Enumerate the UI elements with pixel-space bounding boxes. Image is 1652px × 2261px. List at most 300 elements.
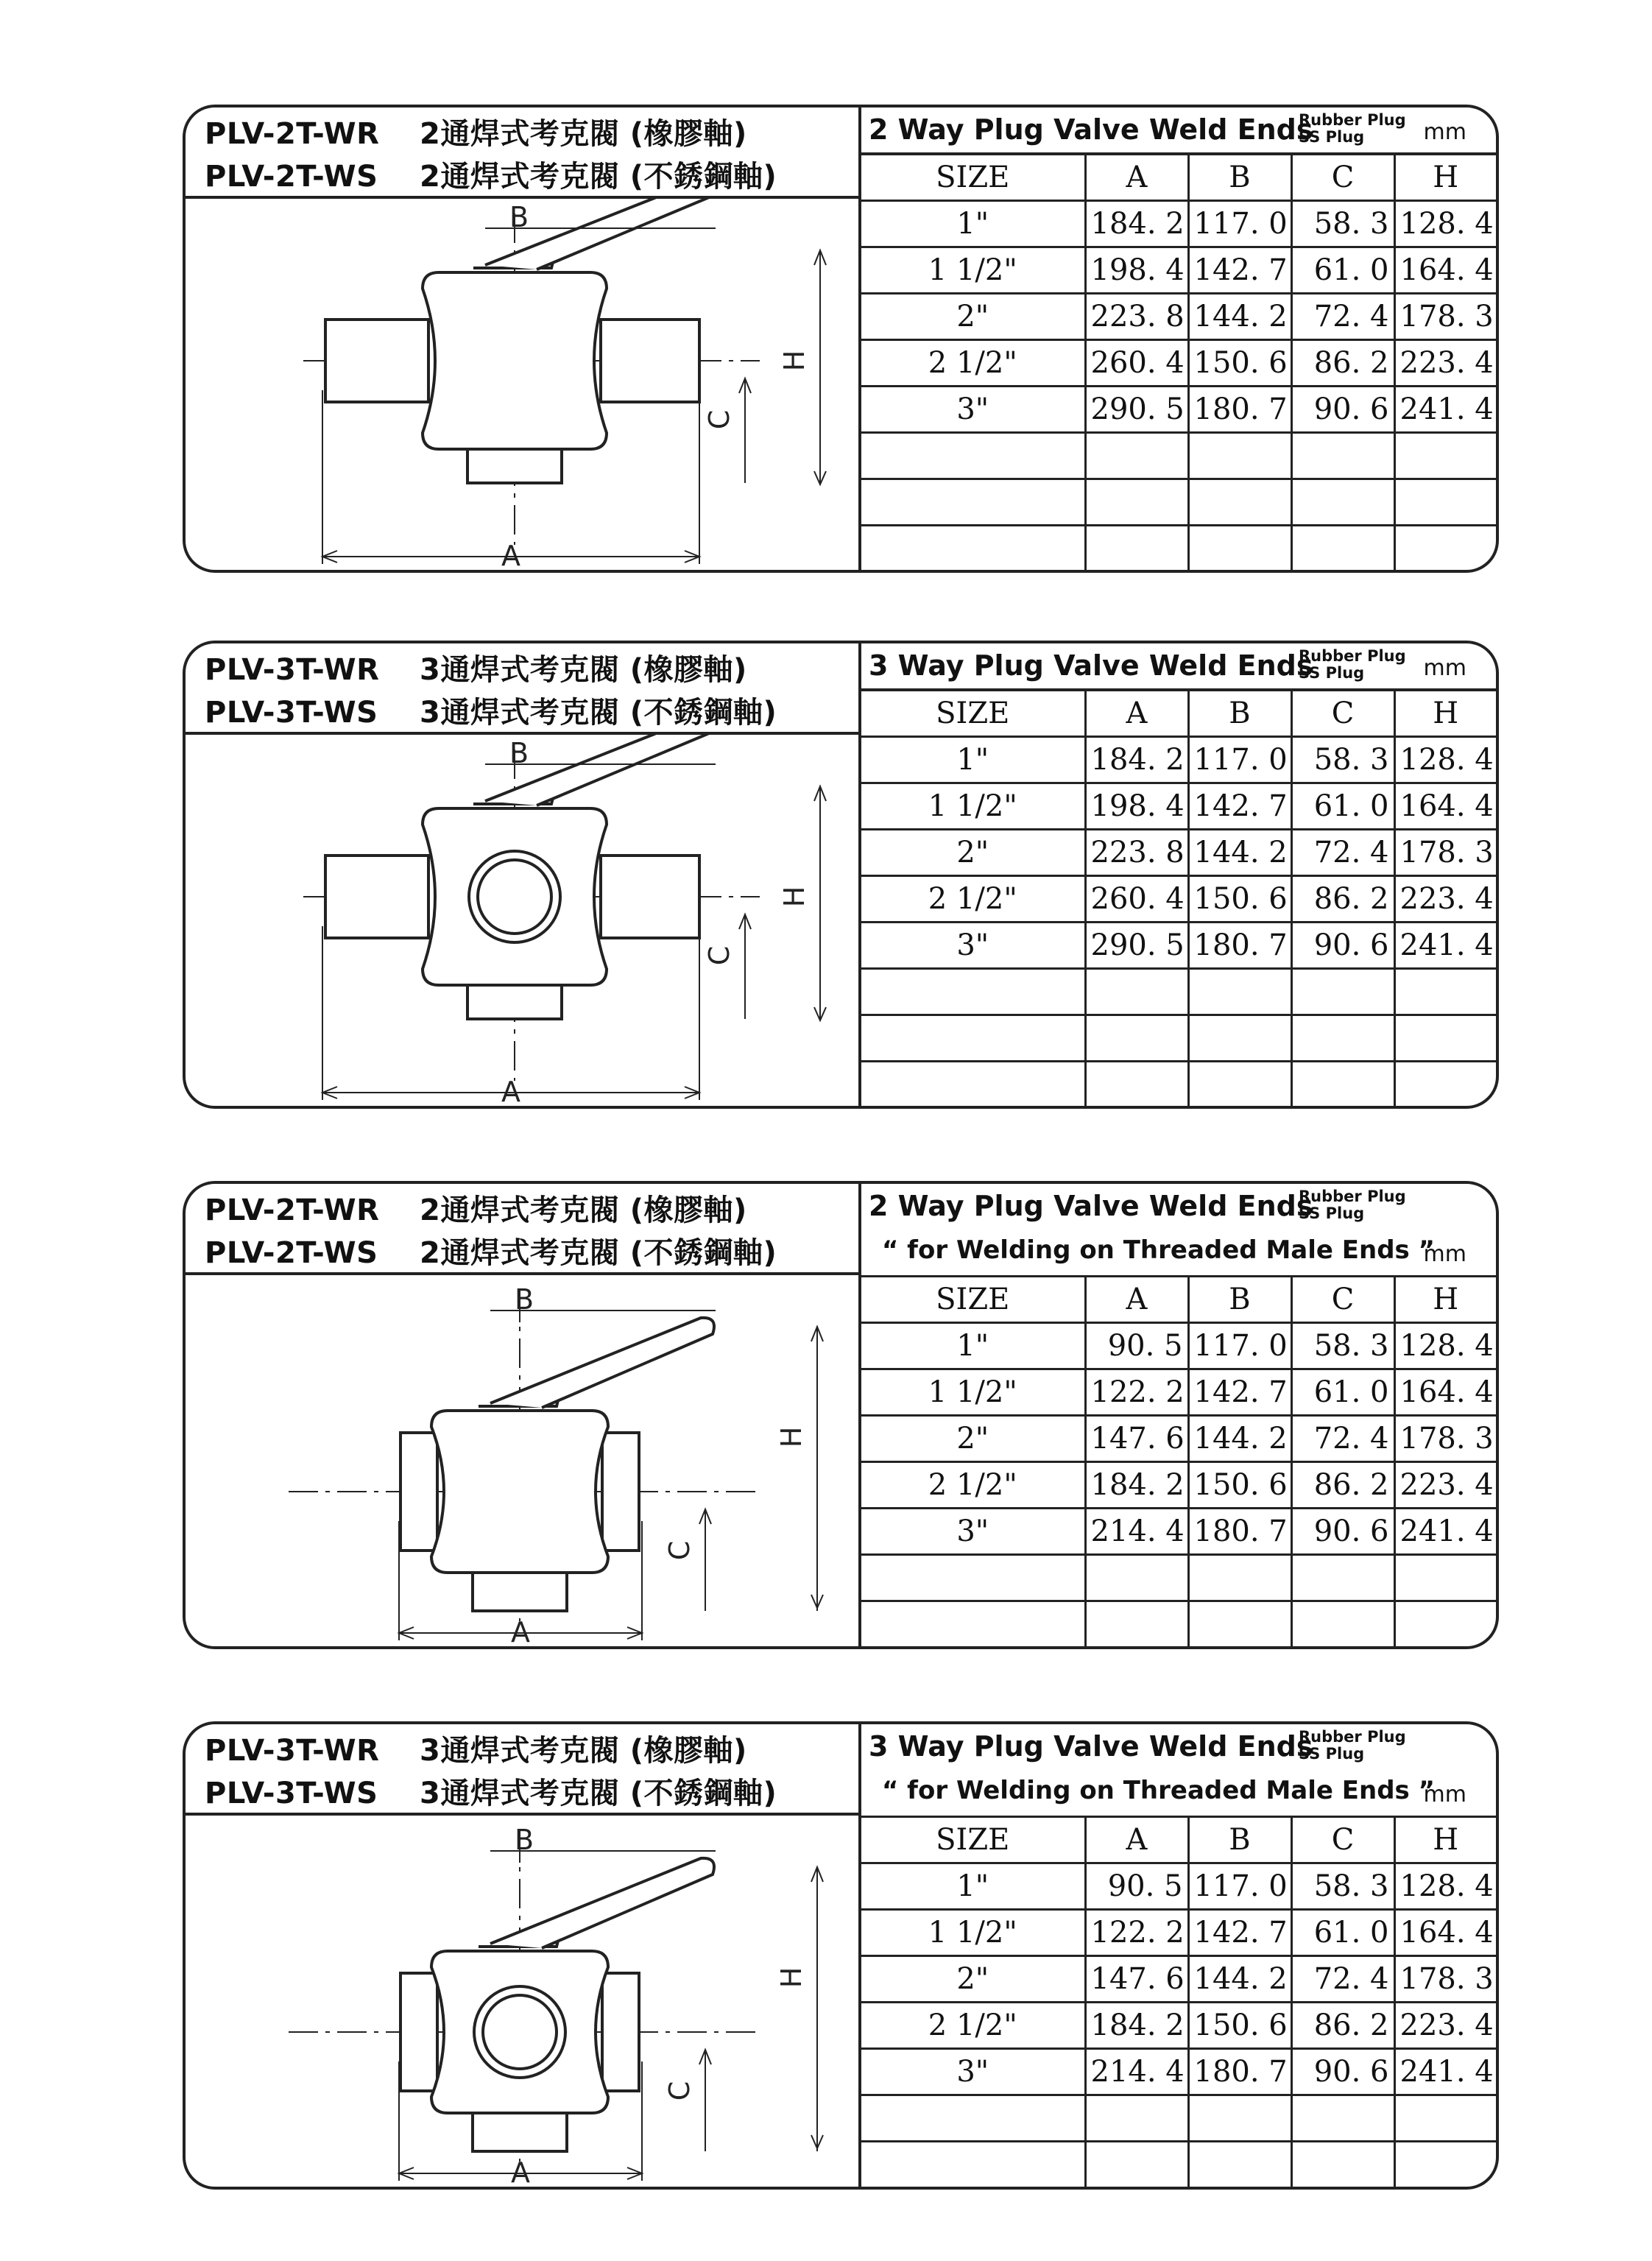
value-cell (1085, 2095, 1188, 2142)
value-cell (1085, 969, 1188, 1015)
value-cell: 223. 4 (1394, 1462, 1496, 1509)
size-cell: 1" (861, 1323, 1085, 1369)
table-header-row (861, 1817, 1496, 1863)
value-cell: 180. 7 (1188, 387, 1291, 433)
table-row (861, 783, 1496, 830)
table-header-row (861, 155, 1496, 201)
value-cell: 90. 6 (1291, 923, 1394, 969)
table-row (861, 433, 1496, 479)
value-cell (1394, 526, 1496, 572)
column-header: B (1188, 1817, 1291, 1863)
size-cell: 2 1/2" (861, 1462, 1085, 1509)
right-weld-end (601, 856, 699, 938)
value-cell (1394, 1601, 1496, 1648)
value-cell (1085, 479, 1188, 526)
value-cell: 90. 6 (1291, 387, 1394, 433)
unit-label: mm (1423, 1782, 1466, 1807)
model-line-2 (205, 689, 777, 731)
table-row (861, 1555, 1496, 1601)
value-cell: 178. 3 (1394, 1416, 1496, 1462)
value-cell: 61. 0 (1291, 247, 1394, 294)
size-cell: 3" (861, 387, 1085, 433)
size-cell: 2" (861, 830, 1085, 876)
left-threaded-end (400, 1433, 437, 1551)
size-cell (861, 2142, 1085, 2188)
spec-title: 2 Way Plug Valve Weld Ends (869, 1190, 1313, 1222)
size-cell (861, 1555, 1085, 1601)
model-header (186, 1724, 861, 1816)
value-cell: 164. 4 (1394, 247, 1496, 294)
model-code: PLV-3T-WR (205, 653, 380, 687)
size-cell: 3" (861, 1509, 1085, 1555)
drawing-area (186, 735, 861, 1109)
dimension-table (861, 689, 1496, 1108)
size-cell (861, 526, 1085, 572)
value-cell (1394, 1015, 1496, 1062)
value-cell (1188, 526, 1291, 572)
model-name: 3通焊式考克閥 (橡膠軸) (420, 1734, 747, 1768)
value-cell: 72. 4 (1291, 294, 1394, 340)
value-cell (1188, 1062, 1291, 1108)
dim-label-a: A (511, 1616, 530, 1648)
dim-label-a: A (501, 1076, 520, 1108)
value-cell (1291, 2142, 1394, 2188)
model-line-1 (205, 1187, 747, 1229)
size-cell: 1" (861, 737, 1085, 783)
value-cell: 90. 5 (1085, 1863, 1188, 1910)
value-cell: 290. 5 (1085, 387, 1188, 433)
dim-label-h: H (778, 886, 811, 908)
value-cell: 164. 4 (1394, 783, 1496, 830)
value-cell (1394, 1062, 1496, 1108)
model-code: PLV-2T-WS (205, 1236, 378, 1270)
value-cell: 144. 2 (1188, 1956, 1291, 2003)
table-row (861, 876, 1496, 923)
dim-label-h: H (775, 1426, 808, 1448)
value-cell (1394, 1555, 1496, 1601)
model-line-2 (205, 1770, 777, 1812)
spec-header (861, 643, 1496, 691)
model-code: PLV-3T-WS (205, 1777, 378, 1810)
table-row (861, 2049, 1496, 2095)
spec-header (861, 1724, 1496, 1816)
table-row (861, 1416, 1496, 1462)
value-cell: 58. 3 (1291, 1863, 1394, 1910)
value-cell: 223. 4 (1394, 2003, 1496, 2049)
table-row (861, 294, 1496, 340)
spec-title: 2 Way Plug Valve Weld Ends (869, 113, 1313, 146)
column-header: SIZE (861, 1277, 1085, 1323)
value-cell: 61. 0 (1291, 1369, 1394, 1416)
valve-drawing (289, 1830, 823, 2181)
spec-header (861, 107, 1496, 155)
value-cell (1291, 969, 1394, 1015)
model-line-1 (205, 646, 747, 688)
model-name: 2通焊式考克閥 (不銹鋼軸) (420, 160, 777, 194)
unit-label: mm (1423, 119, 1466, 145)
unit-label: mm (1423, 655, 1466, 681)
valve-diagram (186, 1275, 858, 1649)
value-cell (1085, 526, 1188, 572)
size-cell (861, 2095, 1085, 2142)
valve-drawing (303, 199, 826, 564)
column-header: A (1085, 691, 1188, 737)
size-cell (861, 1062, 1085, 1108)
table-row (861, 1369, 1496, 1416)
value-cell: 117. 0 (1188, 737, 1291, 783)
value-cell: 72. 4 (1291, 1956, 1394, 2003)
value-cell: 150. 6 (1188, 340, 1291, 387)
value-cell: 90. 6 (1291, 2049, 1394, 2095)
valve-body (431, 1411, 608, 1573)
value-cell (1085, 1015, 1188, 1062)
value-cell: 260. 4 (1085, 876, 1188, 923)
value-cell: 150. 6 (1188, 1462, 1291, 1509)
value-cell: 214. 4 (1085, 2049, 1188, 2095)
right-weld-end (601, 320, 699, 402)
size-cell: 3" (861, 923, 1085, 969)
spec-subtitle: “ for Welding on Threaded Male Ends ” (882, 1776, 1435, 1805)
value-cell: 90. 6 (1291, 1509, 1394, 1555)
dim-label-b: B (509, 201, 529, 233)
value-cell: 178. 3 (1394, 830, 1496, 876)
value-cell: 184. 2 (1085, 201, 1188, 247)
value-cell: 144. 2 (1188, 1416, 1291, 1462)
value-cell (1291, 1601, 1394, 1648)
table-row (861, 737, 1496, 783)
value-cell: 180. 7 (1188, 2049, 1291, 2095)
value-cell: 223. 4 (1394, 340, 1496, 387)
table-row (861, 1015, 1496, 1062)
value-cell: 72. 4 (1291, 830, 1394, 876)
drawing-area (186, 199, 861, 573)
value-cell: 147. 6 (1085, 1416, 1188, 1462)
column-header: SIZE (861, 155, 1085, 201)
dim-label-c: C (703, 945, 735, 966)
value-cell (1291, 2095, 1394, 2142)
dim-label-c: C (703, 409, 735, 430)
value-cell: 223. 8 (1085, 830, 1188, 876)
left-weld-end (325, 856, 428, 938)
model-name: 2通焊式考克閥 (不銹鋼軸) (420, 1236, 777, 1270)
table-row (861, 247, 1496, 294)
spec-title: 3 Way Plug Valve Weld Ends (869, 1730, 1313, 1763)
column-header: H (1394, 1817, 1496, 1863)
value-cell: 178. 3 (1394, 1956, 1496, 2003)
value-cell (1085, 1601, 1188, 1648)
value-cell: 128. 4 (1394, 1863, 1496, 1910)
table-row (861, 1509, 1496, 1555)
size-cell (861, 433, 1085, 479)
spec-title: 3 Way Plug Valve Weld Ends (869, 649, 1313, 682)
model-code: PLV-2T-WR (205, 117, 380, 151)
column-header: C (1291, 155, 1394, 201)
size-cell: 2 1/2" (861, 340, 1085, 387)
model-code: PLV-2T-WR (205, 1193, 380, 1227)
value-cell: 117. 0 (1188, 1323, 1291, 1369)
model-line-1 (205, 1727, 747, 1769)
column-header: A (1085, 1817, 1188, 1863)
size-cell (861, 1015, 1085, 1062)
valve-drawing (303, 735, 826, 1100)
drawing-area (186, 1816, 861, 2190)
value-cell: 117. 0 (1188, 1863, 1291, 1910)
table-row (861, 1601, 1496, 1648)
value-cell: 142. 7 (1188, 1369, 1291, 1416)
spec-subtitle: “ for Welding on Threaded Male Ends ” (882, 1235, 1435, 1265)
value-cell: 86. 2 (1291, 340, 1394, 387)
value-cell: 198. 4 (1085, 247, 1188, 294)
value-cell (1188, 2095, 1291, 2142)
dim-label-h: H (775, 1967, 808, 1989)
model-header (186, 643, 861, 735)
bottom-cap (467, 449, 562, 483)
table-row (861, 2003, 1496, 2049)
column-header: H (1394, 155, 1496, 201)
value-cell (1188, 479, 1291, 526)
column-header: C (1291, 1277, 1394, 1323)
value-cell (1188, 1601, 1291, 1648)
size-cell: 1 1/2" (861, 1369, 1085, 1416)
value-cell (1188, 969, 1291, 1015)
valve-handle (490, 1318, 714, 1408)
value-cell: 178. 3 (1394, 294, 1496, 340)
size-cell: 2 1/2" (861, 2003, 1085, 2049)
table-row (861, 1956, 1496, 2003)
value-cell: 58. 3 (1291, 201, 1394, 247)
model-code: PLV-2T-WS (205, 160, 378, 194)
table-row (861, 1462, 1496, 1509)
value-cell (1291, 1062, 1394, 1108)
value-cell: 150. 6 (1188, 2003, 1291, 2049)
dimension-table (861, 153, 1496, 572)
plug-ss: SS Plug (1299, 1745, 1365, 1763)
value-cell (1188, 1555, 1291, 1601)
table-row (861, 479, 1496, 526)
value-cell: 241. 4 (1394, 387, 1496, 433)
value-cell: 58. 3 (1291, 737, 1394, 783)
value-cell (1291, 1015, 1394, 1062)
size-cell: 2 1/2" (861, 876, 1085, 923)
plug-rubber: Rubber Plug (1299, 1188, 1406, 1205)
value-cell: 128. 4 (1394, 737, 1496, 783)
value-cell (1085, 2142, 1188, 2188)
value-cell: 180. 7 (1188, 1509, 1291, 1555)
value-cell: 214. 4 (1085, 1509, 1188, 1555)
table-row (861, 1323, 1496, 1369)
valve-body (423, 272, 607, 449)
model-header (186, 107, 861, 199)
model-name: 3通焊式考克閥 (不銹鋼軸) (420, 696, 777, 730)
table-row (861, 1863, 1496, 1910)
value-cell: 184. 2 (1085, 737, 1188, 783)
value-cell: 150. 6 (1188, 876, 1291, 923)
drawing-area (186, 1275, 861, 1649)
value-cell: 90. 5 (1085, 1323, 1188, 1369)
column-header: B (1188, 1277, 1291, 1323)
size-cell: 1 1/2" (861, 247, 1085, 294)
value-cell: 72. 4 (1291, 1416, 1394, 1462)
value-cell: 61. 0 (1291, 783, 1394, 830)
value-cell (1291, 479, 1394, 526)
table-row (861, 923, 1496, 969)
model-line-2 (205, 1230, 777, 1271)
table-row (861, 340, 1496, 387)
size-cell: 2" (861, 294, 1085, 340)
column-header: B (1188, 155, 1291, 201)
value-cell: 128. 4 (1394, 201, 1496, 247)
value-cell: 122. 2 (1085, 1369, 1188, 1416)
value-cell (1188, 433, 1291, 479)
model-name: 3通焊式考克閥 (橡膠軸) (420, 653, 747, 687)
dim-label-b: B (514, 1824, 534, 1856)
valve-spec-card (183, 1721, 1499, 2190)
value-cell (1085, 433, 1188, 479)
table-header-row (861, 691, 1496, 737)
value-cell (1394, 969, 1496, 1015)
plug-type-note (1299, 648, 1406, 682)
plug-rubber: Rubber Plug (1299, 111, 1406, 129)
value-cell (1291, 433, 1394, 479)
left-threaded-end (400, 1973, 437, 2091)
valve-spec-card (183, 641, 1499, 1109)
model-name: 2通焊式考克閥 (橡膠軸) (420, 1193, 747, 1227)
model-line-1 (205, 110, 747, 152)
value-cell: 142. 7 (1188, 247, 1291, 294)
valve-spec-card (183, 1181, 1499, 1649)
plug-type-note (1299, 112, 1406, 146)
value-cell: 58. 3 (1291, 1323, 1394, 1369)
value-cell (1291, 1555, 1394, 1601)
third-port-inner (483, 1995, 557, 2069)
size-cell (861, 969, 1085, 1015)
column-header: C (1291, 691, 1394, 737)
value-cell: 128. 4 (1394, 1323, 1496, 1369)
plug-ss: SS Plug (1299, 128, 1365, 146)
value-cell: 290. 5 (1085, 923, 1188, 969)
value-cell (1291, 526, 1394, 572)
value-cell (1394, 2095, 1496, 2142)
value-cell: 241. 4 (1394, 1509, 1496, 1555)
model-name: 2通焊式考克閥 (橡膠軸) (420, 117, 747, 151)
bottom-cap (473, 2113, 567, 2151)
value-cell: 241. 4 (1394, 2049, 1496, 2095)
table-row (861, 526, 1496, 572)
value-cell: 142. 7 (1188, 783, 1291, 830)
model-header (186, 1184, 861, 1275)
plug-ss: SS Plug (1299, 664, 1365, 682)
value-cell: 241. 4 (1394, 923, 1496, 969)
column-header: H (1394, 1277, 1496, 1323)
size-cell (861, 479, 1085, 526)
value-cell (1085, 1555, 1188, 1601)
plug-rubber: Rubber Plug (1299, 647, 1406, 665)
value-cell: 117. 0 (1188, 201, 1291, 247)
column-header: C (1291, 1817, 1394, 1863)
value-cell: 260. 4 (1085, 340, 1188, 387)
table-header-row (861, 1277, 1496, 1323)
value-cell: 142. 7 (1188, 1910, 1291, 1956)
table-row (861, 969, 1496, 1015)
bottom-cap (473, 1573, 567, 1611)
column-header: B (1188, 691, 1291, 737)
valve-diagram (186, 1816, 858, 2190)
value-cell: 86. 2 (1291, 876, 1394, 923)
size-cell: 1 1/2" (861, 1910, 1085, 1956)
value-cell: 144. 2 (1188, 830, 1291, 876)
dimension-table (861, 1275, 1496, 1648)
plug-type-note (1299, 1188, 1406, 1222)
dim-label-h: H (778, 350, 811, 372)
column-header: H (1394, 691, 1496, 737)
valve-spec-card (183, 105, 1499, 573)
size-cell: 1" (861, 201, 1085, 247)
table-row (861, 387, 1496, 433)
dim-label-b: B (514, 1283, 534, 1316)
value-cell: 122. 2 (1085, 1910, 1188, 1956)
dim-label-a: A (501, 540, 520, 572)
value-cell: 223. 8 (1085, 294, 1188, 340)
value-cell: 86. 2 (1291, 1462, 1394, 1509)
valve-handle (490, 1858, 714, 1948)
column-header: A (1085, 155, 1188, 201)
unit-label: mm (1423, 1241, 1466, 1267)
third-port-inner (478, 860, 551, 934)
left-weld-end (325, 320, 428, 402)
column-header: SIZE (861, 1817, 1085, 1863)
value-cell (1085, 1062, 1188, 1108)
value-cell: 164. 4 (1394, 1369, 1496, 1416)
size-cell (861, 1601, 1085, 1648)
value-cell (1188, 2142, 1291, 2188)
value-cell (1394, 433, 1496, 479)
value-cell: 184. 2 (1085, 2003, 1188, 2049)
size-cell: 2" (861, 1956, 1085, 2003)
table-row (861, 830, 1496, 876)
dim-label-c: C (663, 2081, 696, 2101)
valve-drawing (289, 1290, 823, 1640)
plug-type-note (1299, 1729, 1406, 1763)
value-cell: 198. 4 (1085, 783, 1188, 830)
value-cell: 61. 0 (1291, 1910, 1394, 1956)
table-row (861, 2095, 1496, 2142)
valve-diagram (186, 735, 858, 1109)
table-row (861, 2142, 1496, 2188)
plug-rubber: Rubber Plug (1299, 1728, 1406, 1746)
table-row (861, 1910, 1496, 1956)
column-header: A (1085, 1277, 1188, 1323)
spec-header (861, 1184, 1496, 1275)
right-threaded-end (602, 1973, 639, 2091)
dim-label-a: A (511, 2156, 530, 2189)
value-cell: 86. 2 (1291, 2003, 1394, 2049)
right-threaded-end (602, 1433, 639, 1551)
value-cell: 180. 7 (1188, 923, 1291, 969)
value-cell: 164. 4 (1394, 1910, 1496, 1956)
size-cell: 2" (861, 1416, 1085, 1462)
model-code: PLV-3T-WR (205, 1734, 380, 1768)
plug-ss: SS Plug (1299, 1204, 1365, 1222)
column-header: SIZE (861, 691, 1085, 737)
value-cell (1188, 1015, 1291, 1062)
value-cell: 144. 2 (1188, 294, 1291, 340)
size-cell: 1 1/2" (861, 783, 1085, 830)
table-row (861, 1062, 1496, 1108)
dimension-table (861, 1816, 1496, 2188)
value-cell: 223. 4 (1394, 876, 1496, 923)
value-cell: 184. 2 (1085, 1462, 1188, 1509)
valve-diagram (186, 199, 858, 573)
